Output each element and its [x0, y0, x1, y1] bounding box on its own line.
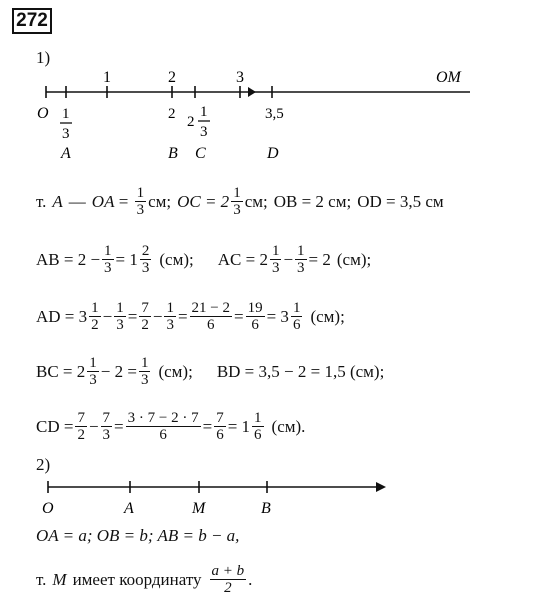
problem-number-badge: 272 [12, 8, 52, 34]
eq3-eq4: = 3 [266, 306, 289, 326]
equation-1: т. A — OA = $\frac{1}{3}$ см; OC = 2 $\frac{1}{3}$ см; OB = 2 см; OD = 3,5 см [36, 185, 444, 218]
part1-label: 1) [36, 48, 51, 67]
point-b: B [168, 145, 178, 162]
eq5-frac-2: $\frac{7}{3}$ [102, 410, 111, 443]
eq5-eq3: = 1 [227, 416, 251, 436]
axis2-label-a: A [124, 500, 134, 517]
eq1-prefix: т. [36, 191, 47, 211]
origin-label: O [37, 105, 49, 122]
axis2-arrowhead [376, 482, 386, 492]
eq2-unit2: (см); [336, 249, 372, 269]
point-c: C [195, 145, 206, 162]
below-c-whole: 2 [187, 114, 195, 130]
below-b-value: 2 [168, 106, 176, 122]
eq4-frac-2: $\frac{1}{3}$ [140, 355, 149, 388]
eq1-od: OD = 3,5 см [357, 191, 444, 211]
top-label-2: 2 [168, 69, 176, 86]
eq3-frac-2: $\frac{1}{3}$ [116, 300, 124, 333]
eq5-cd: CD = [36, 416, 74, 436]
part2-eq2-text: имеет координату [72, 569, 202, 589]
axis-arrowhead [248, 87, 256, 97]
eq3-frac-5: $\frac{21 - 2}{6}$ [191, 300, 230, 333]
frac-a-num: 1 [62, 106, 70, 122]
axis-name: OM [436, 69, 461, 86]
eq5-frac-4: $\frac{7}{6}$ [216, 410, 224, 443]
equation-2 [36, 243, 371, 276]
eq4-rest: − 2 = [100, 361, 137, 381]
eq2-ab: AB = 2 − [36, 249, 101, 269]
eq4-unit: (см); [158, 361, 193, 381]
below-c-den: 3 [200, 124, 208, 140]
number-line-2 [0, 470, 550, 520]
eq3-frac-1: $\frac{1}{2}$ [91, 300, 99, 333]
eq3-minus: − [102, 306, 113, 326]
eq5-frac-5: $\frac{1}{6}$ [254, 410, 262, 443]
eq1-oc: OC = 2 [177, 191, 230, 211]
part2-eq2-m: M [52, 569, 67, 589]
point-a: A [61, 145, 71, 162]
eq2-ac: AC = 2 [217, 249, 268, 269]
eq5-frac-1: $\frac{7}{2}$ [77, 410, 85, 443]
part2-eq2-end: . [248, 569, 253, 589]
eq3-frac-3: $\frac{7}{2}$ [141, 300, 149, 333]
eq5-unit: (см). [271, 416, 306, 436]
eq5-eq2: = [202, 416, 213, 436]
eq3-eq: = [127, 306, 138, 326]
eq1-unit2: см; [244, 191, 268, 211]
frac-a-den: 3 [62, 126, 70, 142]
below-c-num: 1 [200, 104, 208, 120]
top-label-1: 1 [103, 69, 111, 86]
below-d-value: 3,5 [265, 106, 284, 122]
part2-equation-1: OA = a; OB = b; AB = b − a, [36, 526, 240, 545]
eq1-oa: OA [91, 191, 115, 211]
eq5-minus: − [88, 416, 99, 436]
equation-3 [36, 300, 345, 333]
eq2-frac-2: $\frac{2}{3}$ [141, 243, 150, 276]
top-label-3: 3 [236, 69, 244, 86]
eq2-res: = 2 [308, 249, 331, 269]
eq1-ob: OB = 2 см; [273, 191, 352, 211]
eq3-frac-4: $\frac{1}{3}$ [166, 300, 174, 333]
eq3-frac-6: $\frac{19}{6}$ [247, 300, 263, 333]
part2-equation-2 [36, 563, 252, 596]
part2-eq2-frac: $\frac{a + b}{2}$ [211, 563, 245, 596]
eq3-minus2: − [152, 306, 163, 326]
equation-5 [36, 410, 305, 443]
part2-label: 2) [36, 455, 51, 474]
eq3-eq2: = [177, 306, 188, 326]
equation-4 [36, 355, 384, 388]
eq2-frac-1: $\frac{1}{3}$ [104, 243, 112, 276]
eq4-bc: BC = 2 [36, 361, 86, 381]
eq2-eq-whole: = 1 [115, 249, 138, 269]
eq1-frac: $\frac{1}{3}$ [136, 185, 145, 218]
eq2-frac-3: $\frac{1}{3}$ [271, 243, 280, 276]
eq1-unit: см; [148, 191, 172, 211]
eq3-ad: AD = 3 [36, 306, 88, 326]
eq4-bd: BD = 3,5 − 2 = 1,5 (см); [216, 361, 385, 381]
point-d: D [267, 145, 279, 162]
eq2-minus: − [283, 249, 294, 269]
axis2-label-m: M [192, 500, 206, 517]
part2-eq2-prefix: т. [36, 569, 47, 589]
number-line-1 [0, 60, 550, 170]
eq3-unit: (см); [310, 306, 345, 326]
eq1-dash: — [68, 191, 86, 211]
eq1-point-a: A [52, 191, 63, 211]
eq5-frac-3: $\frac{3 \cdot 7 - 2 \cdot 7}{6}$ [127, 410, 199, 443]
axis2-label-b: B [261, 500, 271, 517]
eq2-unit: (см); [159, 249, 194, 269]
eq1-oc-frac: $\frac{1}{3}$ [233, 185, 241, 218]
eq3-frac-7: $\frac{1}{6}$ [292, 300, 301, 333]
eq3-eq3: = [234, 306, 244, 326]
eq2-frac-4: $\frac{1}{3}$ [297, 243, 305, 276]
axis2-label-o: O [42, 500, 54, 517]
eq4-frac-1: $\frac{1}{3}$ [89, 355, 97, 388]
eq5-eq: = [114, 416, 124, 436]
